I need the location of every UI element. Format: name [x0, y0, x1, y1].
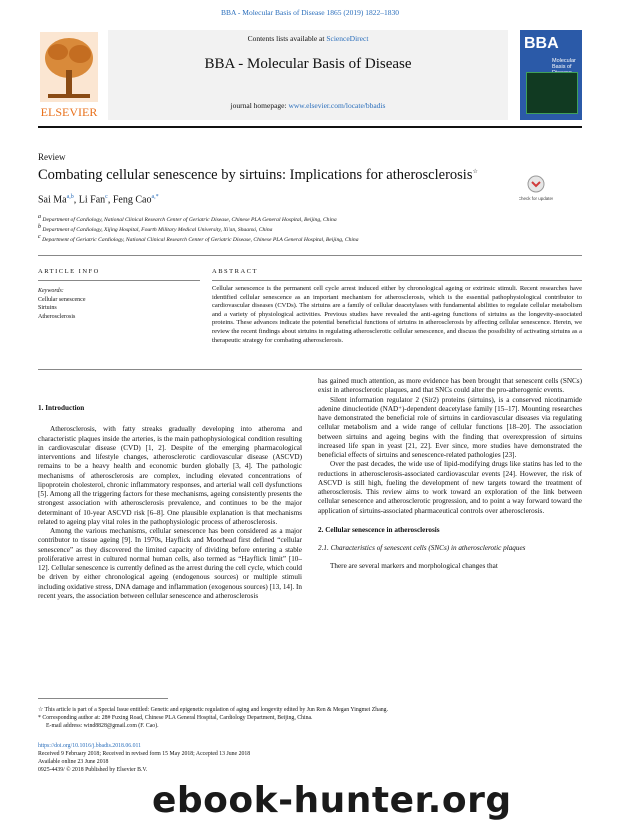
elsevier-tree-icon — [38, 30, 100, 122]
keyword-item: Sirtuins — [38, 305, 57, 311]
body-column-right — [318, 377, 582, 572]
divider — [38, 369, 582, 370]
publication-info — [38, 742, 398, 774]
affiliation-item: b Department of Cardiology, Xijing Hospital, Fourth Military Medical University, Xi'an, Shaanxi, China — [38, 224, 273, 233]
contents-prefix: Contents lists available at — [247, 34, 327, 43]
homepage-prefix: journal homepage: — [230, 101, 289, 110]
journal-title: BBA - Molecular Basis of Disease — [204, 56, 412, 72]
journal-reference[interactable]: BBA - Molecular Basis of Disease 1865 (2019) 1822–1830 — [221, 8, 399, 17]
author-name: Feng Cao — [112, 194, 152, 206]
elsevier-wordmark: ELSEVIER — [40, 105, 98, 119]
article-title — [38, 167, 518, 184]
watermark: ebook-hunter.org — [152, 780, 512, 821]
footnotes — [38, 706, 582, 730]
keywords-block — [38, 287, 198, 321]
author-affiliation-mark[interactable]: a,b — [66, 194, 74, 200]
body-paragraph: has gained much attention, as more evidence has been brought that senescent cells (SNCs) exist in atherosclerotic plaques, and that SNCs could alter the pro-atherogenic events. — [318, 377, 582, 395]
affiliation-item: c Department of Geriatric Cardiology, National Clinical Research Center of Geriatric Disease, Chinese PLA General Hospital, Beijing, China — [38, 234, 359, 243]
author-affiliation-mark[interactable]: a,* — [151, 194, 159, 200]
keywords-label: Keywords: — [38, 288, 64, 294]
header-rule — [38, 126, 582, 128]
body-paragraph: Silent information regulator 2 (Sir2) proteins (sirtuins), is a conserved nicotinamide adenine dinucleotide (NAD⁺)-dependent deacetylase family [15–17]. Mounting researches have demonstrated the beneficial role of sirtuins in cardiovascular diseases via regulating cellular metabolism and a wide range of cellular functions [18–20]. The association between sirtuins and ageing begins with the finding that overexpression of sirtuins increased life span in yeast [21, 22]. Ever since, more studies have demonstrated the beneficial effects of sirtuins and senescence-related pathologies [23]. — [318, 395, 582, 459]
article-title-text: Combating cellular senescence by sirtuins: Implications for atherosclerosis — [38, 167, 473, 183]
doi-link[interactable]: https://doi.org/10.1016/j.bbadis.2018.06.011 — [38, 743, 142, 749]
check-updates-label: Check for updates — [519, 196, 553, 201]
affiliation-item: a Department of Cardiology, National Clinical Research Center of Geriatric Disease, Chinese PLA General Hospital, Beijing, China — [38, 214, 337, 223]
homepage-link[interactable]: www.elsevier.com/locate/bbadis — [288, 101, 386, 110]
section-divider — [38, 255, 582, 256]
author-name: Sai Ma — [38, 194, 67, 206]
section-heading: 1. Introduction — [38, 404, 85, 412]
journal-cover[interactable] — [520, 30, 582, 120]
footnote-rule — [38, 698, 168, 699]
elsevier-logo — [38, 30, 100, 122]
contents-line — [108, 34, 508, 43]
sciencedirect-link[interactable]: ScienceDirect — [326, 34, 369, 43]
article-info-heading: ARTICLE INFO — [38, 268, 100, 275]
available-online: Available online 23 June 2018 — [38, 759, 109, 765]
body-paragraph: Among the various mechanisms, cellular senescence has been considered as a major contributor to tissue ageing [9]. In 1970s, Hayflick and Moorhead first defined “cellular senescence” as they discovered the limited capacity of dividing before entering a stable proliferative arrest in cultured normal human cells, also termed as “Hayflick limit” [10–12]. Cellular senescence is currently defined as the arrest during the cell cycle, which could be driven by either chronological ageing (endogenous sources) or multiple stimuli including oxidative stress, DNA damage and inflammation (exogenous sources) [13, 14]. In recent years, the association between cellular senescence and atherosclerosis — [38, 527, 302, 600]
author-list: Sai Ma$^{a,b}$, Li Fan$^c$, Feng Cao$^{a,*}$ — [38, 194, 159, 206]
divider — [38, 280, 200, 281]
cover-image — [526, 72, 578, 114]
author-name: Li Fan — [78, 194, 106, 206]
check-for-updates-badge[interactable] — [519, 174, 553, 204]
footnote-email[interactable]: E-mail address: wind8828@gmail.com (F. Cao). — [46, 723, 159, 729]
keyword-item: Cellular senescence — [38, 296, 86, 303]
body-paragraph: Over the past decades, the wide use of lipid-modifying drugs like statins has led to the reductions in atherosclerosis-associated cardiovascular events [24]. However, the risk of ASCVD is still high, fueling the development of new targets toward the treatment of atherosclerosis. This review aims to work toward an exploration of the link between cellular senescence and atherosclerotic progression, and to point a way forward toward the application of sirtuins-associated pharmaceutical controls over atherosclerosis. — [318, 460, 582, 515]
footnote-item: * Corresponding author at: 28# Fuxing Road, Chinese PLA General Hospital, Cardiology Department, Beijing, China. — [38, 715, 313, 721]
body-paragraph: Atherosclerosis, with fatty streaks gradually developing into atheroma and characteristic plaques inside the arteries, is the main pathophysiological condition resulting in cardiovascular disease (CVD) [1, 2]. Despite of the emerging pharmacological interventions and lifestyle changes, atherosclerotic cardiovascular disease (ASCVD) remains to be a heavy health and economic burden globally [3, 4]. The pathologic mechanisms of atherosclerosis are complex, including elevated concentrations of lipoprotein cholesterol, chronic inflammatory responses, and arterial wall cell dysfunctions [5]. Among all the triggering factors for these mechanisms, ageing consistently presents the strongest association with atherosclerosis prevalence, and continues to be the major determinant of 10-year ASCVD risk [6–8]. One plausible explanation is that mechanisms related to ageing play vital roles in the pathophysiologic process of atherosclerosis. — [38, 425, 302, 526]
abstract-heading: ABSTRACT — [212, 268, 258, 275]
cover-title: BBA — [524, 35, 559, 52]
section-heading: 2. Cellular senescence in atherosclerosis — [318, 525, 440, 534]
author-affiliation-mark[interactable]: c — [105, 194, 108, 200]
cover-subtitle: Molecular Basis of — [552, 58, 576, 70]
divider — [212, 280, 582, 281]
check-updates-icon — [519, 174, 553, 204]
body-column-left — [38, 404, 302, 601]
abstract-text: Cellular senescence is the permanent cell cycle arrest induced either by chronological ageing or extrinsic stimuli. Recent researches have identified cellular senescence as an important mechanism for atherosclerosis, which is the essential pathophysiological contributor to cardiovascular diseases (CVDs). The sirtuins are a family of cellular deacetylases with fundamental abilities to regulate cellular metabolism and a variety of physiological activities. Previous studies have revealed the anti-ageing functions of sirtuins as the longevity-associated proteins. These advances indicate the potential beneficial functions of sirtuins in atherosclerosis by affecting cellular senescence. Herein, we review the recent findings about sirtuins in regulating atherosclerotic cellular senescence, and discuss the possibility of activating sirtuins as a therapeutic strategy for combating atherosclerosis. — [212, 285, 582, 344]
title-footnote-mark[interactable]: ☆ — [472, 169, 478, 176]
footnote-item: ☆ This article is part of a Special Issue entitled: Genetic and epigenetic regulation of aging and longevity edited by Jun Ren & Megan Yingmei Zhang. — [38, 707, 389, 713]
keyword-item: Atherosclerosis — [38, 313, 76, 320]
copyright: 0925-4439/ © 2018 Published by Elsevier B.V. — [38, 767, 148, 773]
article-type: Review — [38, 152, 66, 162]
received-dates: Received 9 February 2018; Received in revised form 15 May 2018; Accepted 13 June 2018 — [38, 751, 251, 757]
subsection-heading: 2.1. Characteristics of senescent cells (SNCs) in atherosclerotic plaques — [318, 544, 526, 552]
body-paragraph: There are several markers and morphological changes that — [330, 562, 498, 571]
journal-homepage — [108, 101, 508, 110]
